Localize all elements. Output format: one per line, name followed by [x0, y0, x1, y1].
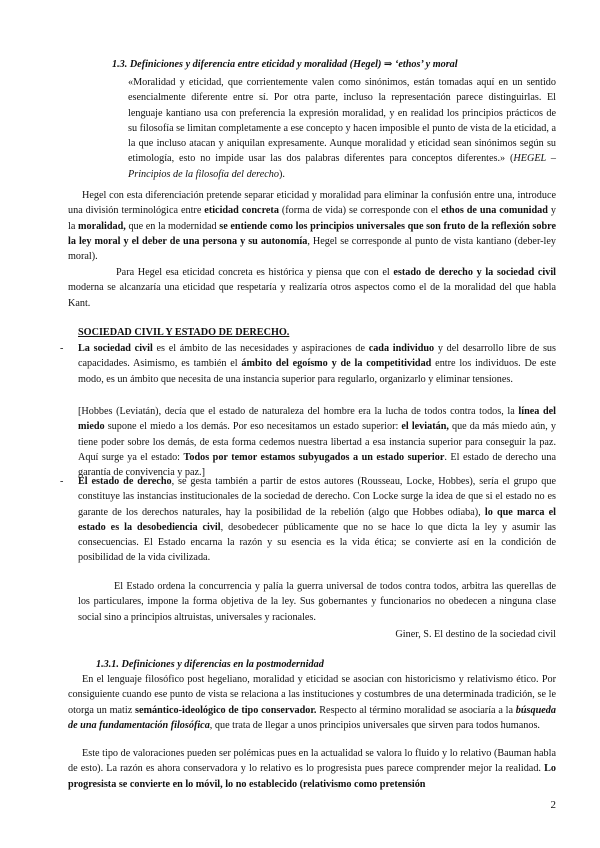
paragraph-postmodernidad: En el lenguaje filosófico post hegeliano, moralidad y eticidad se asocian con historicismo y relativismo ético. Por consiguiente cuando ese punto de vista se relaciona a las instituciones y costumbres de una determinada tradición, se le otorga un matiz semántico-ideológico de tipo conservador. Respecto al término moralidad se asociaría a la búsqueda de una fundamentación filosófica, que trata de llegar a unos principios universales que sirven para todos humanos. [68, 674, 556, 731]
heading-number: 1.3. [112, 59, 128, 70]
paragraph-estado-derecho: Para Hegel esa eticidad concreta es histórica y piensa que con el estado de derecho y la sociedad civil moderna se alcanzaría una eticidad que respetaría y realizaría otros aspectos como el de la moralidad del que habla Kant. [68, 267, 556, 309]
list-item-estado-derecho: - El estado de derecho, se gesta también a partir de estos autores (Rousseau, Locke, Hobbes), sería el grupo que constituye las instancias institucionales de la sociedad de derecho. Con Locke surge la idea de que si el estado no es garante de los derechos naturales, hay la posibilidad de la rebelión (algo que Hobbes odiaba), lo que marca el estado es la desobediencia civil, desobedecer públicamente que no se hace lo que dicta la ley y asumir las consecuencias. El Estado encarna la razón y su esencia es la vida ética; se convierte así en la condición de posibilidad de la vida civilizada. [60, 476, 557, 564]
list-item-sociedad-civil: - La sociedad civil es el ámbito de las necesidades y aspiraciones de cada individuo y del desarrollo libre de sus capacidades. Asimismo, es también el ámbito del egoísmo y de la competitividad entre los individuos. De este modo, es un ámbito que necesita de una instancia superior para regularlo, organizarlo y eliminar tensiones. [60, 343, 557, 385]
citation: Giner, S. El destino de la sociedad civil [395, 629, 556, 640]
bullet-dash: - [60, 476, 64, 487]
quote-source: HEGEL – Principios de la filosofía del derecho [128, 153, 556, 180]
section-heading [112, 57, 552, 72]
estado-quote: El Estado ordena la concurrencia y palía la guerra universal de todos contra todos, arbitra las querellas de los particulares, impone la forma objetiva de la ley. Sus gobernantes y funcionarios no obedecen a ninguna clase social sino a principios altruistas, universales y racionales. [78, 581, 556, 623]
bullet-dash: - [60, 343, 64, 354]
paragraph-eticidad: Hegel con esta diferenciación pretende separar eticidad y moralidad para eliminar la confusión entre una, introduce una división terminológica entre eticidad concreta (forma de vida) se corresponde con el ethos de una comunidad y la moralidad, que en la modernidad se entiende como los principios universales que son fruto de la reflexión sobre la ley moral y el deber de una persona y su autonomía, Hegel se corresponde al punto de vista kantiano (deber-ley moral). [68, 190, 556, 263]
subheading: 1.3.1. Definiciones y diferencias en la postmodernidad [96, 659, 324, 670]
paragraph-valoraciones: Este tipo de valoraciones pueden ser polémicas pues en la actualidad se valora lo fluido y lo relativo (Bauman habla de esto). La razón es ahora conservadora y lo relativo es lo progresista pues parece comprender mejor la realidad. Lo progresista se convierte en lo móvil, lo no establecido (relativismo como pretensión [68, 748, 556, 790]
hobbes-note: [Hobbes (Leviatán), decía que el estado de naturaleza del hombre era la lucha de todos contra todos, la línea del miedo supone el miedo a los demás. Por eso necesitamos un estado superior: el leviatán, que da más miedo aún, y tiene poder sobre los demás, de esta forma cedemos nuestra libertad a esa instancia superior para conseguir la paz. Aquí surge ya el estado: Todos por temor estamos subyugados a un estado superior. El estado de derecho una garantía de convivencia y paz.] [78, 406, 556, 479]
page-number: 2 [550, 799, 556, 811]
heading-text: Definiciones y diferencia entre eticidad y moralidad (Hegel) ⇒ ‘ethos’ y moral [129, 59, 458, 70]
section-title: SOCIEDAD CIVIL Y ESTADO DE DERECHO. [78, 327, 290, 338]
hegel-quote: «Moralidad y eticidad, que corrientemente valen como sinónimos, están tomadas aquí en un sentido esencialmente diferente entre sí. Por otra parte, incluso la representación parece distinguirlas. El lenguaje kantiano usa con preferencia la expresión moralidad, y en realidad los principios prácticos de su filosofía se limitan completamente a ese concepto y hacen imposible el punto de vista de la eticidad, a la que incluso atacan y aniquilan expresamente. Aunque moralidad y eticidad sean sinónimos según su etimología, esto no impide usar las dos palabras diferentes para conceptos diferentes.» (HEGEL – Principios de la filosofía del derecho). [128, 77, 556, 180]
